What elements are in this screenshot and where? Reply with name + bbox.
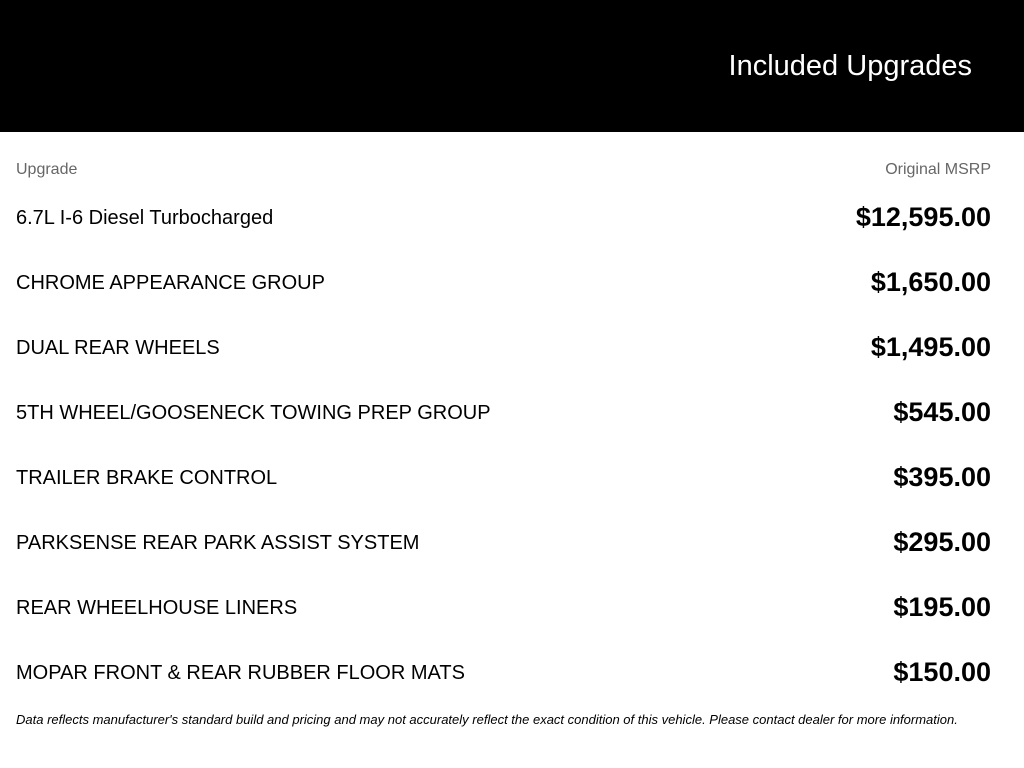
list-item (16, 521, 991, 586)
upgrade-price: $1,650.00 (870, 267, 991, 297)
upgrade-price: $295.00 (893, 527, 991, 557)
list-item (16, 456, 991, 521)
disclaimer-footnote: Data reflects manufacturer's standard build and pricing and may not accurately reflect the exact condition of this vehicle. Please contact dealer for more information. (16, 712, 958, 727)
column-headers (16, 160, 991, 180)
list-item (16, 391, 991, 456)
msrp-column-header: Original MSRP (885, 161, 991, 178)
list-item (16, 586, 991, 651)
upgrade-name: 5TH WHEEL/GOOSENECK TOWING PREP GROUP (16, 402, 491, 424)
list-item (16, 196, 991, 261)
upgrade-name: CHROME APPEARANCE GROUP (16, 272, 325, 294)
upgrade-price: $150.00 (893, 657, 991, 687)
list-item (16, 651, 991, 716)
list-item (16, 326, 991, 391)
upgrade-price: $545.00 (893, 397, 991, 427)
upgrade-price: $12,595.00 (855, 202, 991, 232)
upgrade-name: DUAL REAR WHEELS (16, 337, 220, 359)
upgrade-price: $395.00 (893, 462, 991, 492)
upgrade-price: $1,495.00 (870, 332, 991, 362)
page-title: Included Upgrades (728, 50, 972, 82)
upgrades-list (16, 196, 991, 716)
upgrade-price: $195.00 (893, 592, 991, 622)
upgrade-name: REAR WHEELHOUSE LINERS (16, 597, 298, 619)
upgrade-name: TRAILER BRAKE CONTROL (16, 467, 278, 489)
upgrade-name: PARKSENSE REAR PARK ASSIST SYSTEM (16, 532, 420, 554)
upgrade-column-header: Upgrade (16, 161, 78, 178)
list-item (16, 261, 991, 326)
upgrade-name: 6.7L I-6 Diesel Turbocharged (16, 207, 274, 229)
upgrade-name: MOPAR FRONT & REAR RUBBER FLOOR MATS (16, 662, 465, 684)
header-bar (0, 0, 1024, 132)
